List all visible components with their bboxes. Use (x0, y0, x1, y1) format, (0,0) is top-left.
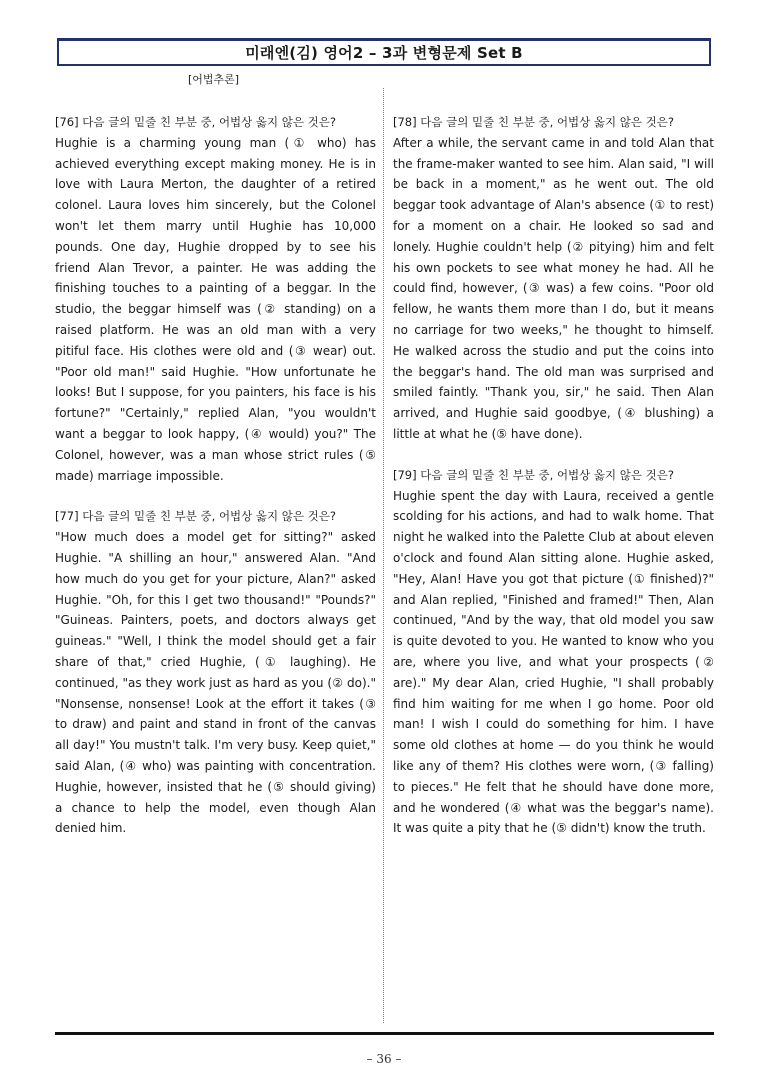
question-79 (393, 465, 714, 839)
left-column (55, 112, 376, 851)
footer-rule (55, 1032, 714, 1035)
question-76 (55, 112, 376, 486)
page-number: – 36 – (366, 1052, 402, 1066)
column-divider (383, 88, 384, 1023)
question-79-passage: Hughie spent the day with Laura, received a gentle scolding for his actions, and had to walk home. That night he walked into the Palette Club at about eleven o'clock and found Alan sitting alone. Hughie asked, "Hey, Alan! Have you got that picture (① finished)?" and Alan replied, "Finished and framed!" Then, Alan continued, "And by the way, that old model you saw is quite devoted to you. He wanted to know who you are, where you live, and what your prospects (② are)." My dear Alan, cried Hughie, "I shall probably find him waiting for me when I go home. Poor old man! I wish I could do something for him. I have some old clothes at home — do you think he would like any of them? His clothes were worn, (③ falling) to pieces." He felt that he should have done more, and he wondered (④ what was the beggar's name). It was quite a pity that he (⑤ didn't) know the truth. (393, 488, 714, 836)
page-title: 미래엔(김) 영어2 – 3과 변형문제 Set B (245, 44, 523, 62)
right-column (393, 112, 714, 851)
question-78-prompt: [78] 다음 글의 밑줄 친 부분 중, 어법상 옳지 않은 것은? (393, 115, 674, 129)
question-77-passage: "How much does a model get for sitting?" asked Hughie. "A shilling an hour," answered Alan. "And how much do you get for your picture, Alan?" asked Hughie. "Oh, for this I get two thousand!" "Pounds?" "Guineas. Painters, poets, and doctors always get guineas." "Well, I think the model should get a fair share of that," cried Hughie, (① laughing). He continued, "as they work just as hard as you (② do)." "Nonsense, nonsense! Look at the effort it takes (③ to draw) and paint and stand in front of the canvas all day!" You mustn't talk. I'm very busy. Keep quiet," said Alan, (④ who) was painting with concentration. Hughie, however, insisted that he (⑤ should giving) a chance to help the model, even though Alan denied him. (55, 530, 376, 836)
question-78-passage: After a while, the servant came in and told Alan that the frame-maker wanted to see him. Alan said, "I will be back in a moment," as he went out. The old beggar took advantage of Alan's absence (① to rest) for a moment on a chair. He looked so sad and lonely. Hughie couldn't help (② pitying) him and felt his own pockets to see what money he had. All he could find, however, (③ was) a few coins. "Poor old fellow, he wants them more than I do, but it means no carriage for two weeks," he thought to himself. He walked across the studio and put the coins into the beggar's hand. The old man was surprised and smiled faintly. "Thank you, sir," he said. Then Alan arrived, and Hughie said goodbye, (④ blushing) a little at what he (⑤ have done). (393, 135, 714, 441)
question-77-prompt: [77] 다음 글의 밑줄 친 부분 중, 어법상 옳지 않은 것은? (55, 509, 336, 524)
question-79-prompt: [79] 다음 글의 밑줄 친 부분 중, 어법상 옳지 않은 것은? (393, 467, 674, 482)
question-76-prompt: [76] 다음 글의 밑줄 친 부분 중, 어법상 옳지 않은 것은? (55, 115, 336, 129)
question-77 (55, 506, 376, 839)
question-78 (393, 112, 714, 445)
page-title-box (57, 38, 711, 66)
question-76-passage: Hughie is a charming young man (① who) has achieved everything except making money. He is in love with Laura Merton, the daughter of a retired colonel. Laura loves him sincerely, but the Colonel won't let them marry until Hughie has 10,000 pounds. One day, Hughie dropped by to see his friend Alan Trevor, a painter. He was adding the finishing touches to a painting of a beggar. In the studio, the beggar himself was (② standing) on a raised platform. He was an old man with a very pitiful face. His clothes were old and (③ wear) out. "Poor old man!" said Hughie. "How unfortunate he looks! But I suppose, for you painters, his face is his fortune?" "Certainly," replied Alan, "you wouldn't want a beggar to look happy, (④ would) you?" The Colonel, however, was a man whose strict rules (⑤ made) marriage impossible. (55, 135, 376, 483)
section-label: [어법추론] (188, 73, 240, 86)
